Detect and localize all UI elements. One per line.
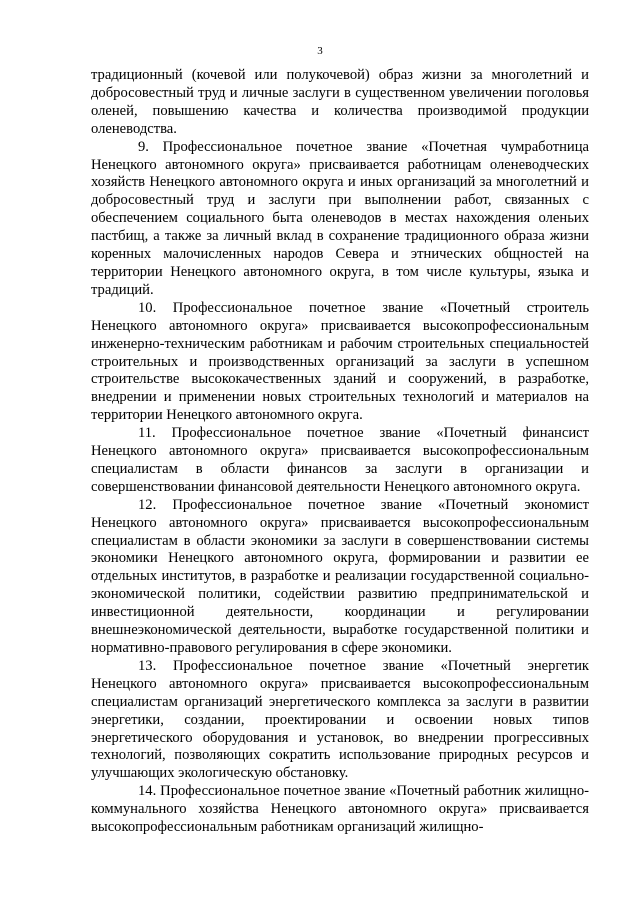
paragraph-14: 14. Профессиональное почетное звание «Почетный работник жилищно-коммунального хозяйства Ненецкого автономного округа» присваивается высокопрофессиональным работникам организаций жилищно-: [91, 783, 589, 836]
paragraph-11: 11. Профессиональное почетное звание «Почетный финансист Ненецкого автономного округа» присваивается высокопрофессиональным специалистам в области финансов за заслуги в организации и совершенствовании финансовой деятельности Ненецкого автономного округа.: [91, 425, 589, 495]
paragraph-13: 13. Профессиональное почетное звание «Почетный энергетик Ненецкого автономного округа» присваивается высокопрофессиональным специалистам организаций энергетического комплекса за заслуги в развитии энергетики, создании, проектировании и освоении новых типов энергетического оборудования и установок, во внедрении прогрессивных технологий, позволяющих сократить использование природных ресурсов и улучшающих экологическую обстановку.: [91, 657, 589, 782]
paragraph-12: 12. Профессиональное почетное звание «Почетный экономист Ненецкого автономного округа» присваивается высокопрофессиональным специалистам в области экономики за заслуги в совершенствовании системы экономики Ненецкого автономного округа, формировании и развитии ее отдельных институтов, в разработке и реализации государственной социально-экономической политики, содействии развитию предпринимательской и инвестиционной деятельности, координации и регулировании внешнеэкономической деятельности, выработке государственной политики и нормативно-правового регулирования в сфере экономики.: [91, 496, 589, 656]
document-body: [91, 67, 589, 837]
paragraph-9: 9. Профессиональное почетное звание «Почетная чумработница Ненецкого автономного округа» присваивается работницам оленеводческих хозяйств Ненецкого автономного округа и иных организаций за многолетний и добросовестный труд и заслуги при выполнении работ, связанных с обеспечением социального быта оленеводов в местах нахождения оленьих пастбищ, а также за личный вклад в сохранение традиционного образа жизни коренных малочисленных народов Севера и этнических общностей на территории Ненецкого автономного округа, в том числе культуры, языка и традиций.: [91, 138, 589, 298]
paragraph-continuation: традиционный (кочевой или полукочевой) образ жизни за многолетний и добросовестный труд и личные заслуги в существенном увеличении поголовья оленей, повышению качества и количества производимой продукции оленеводства.: [91, 67, 589, 137]
paragraph-10: 10. Профессиональное почетное звание «Почетный строитель Ненецкого автономного округа» присваивается высокопрофессиональным инженерно-техническим работникам и рабочим строительных специальностей строительных и производственных организаций за заслуги в успешном строительстве высококачественных зданий и сооружений, в разработке, внедрении и применении новых строительных технологий и материалов на территории Ненецкого автономного округа.: [91, 299, 589, 424]
page-number: 3: [317, 45, 323, 57]
